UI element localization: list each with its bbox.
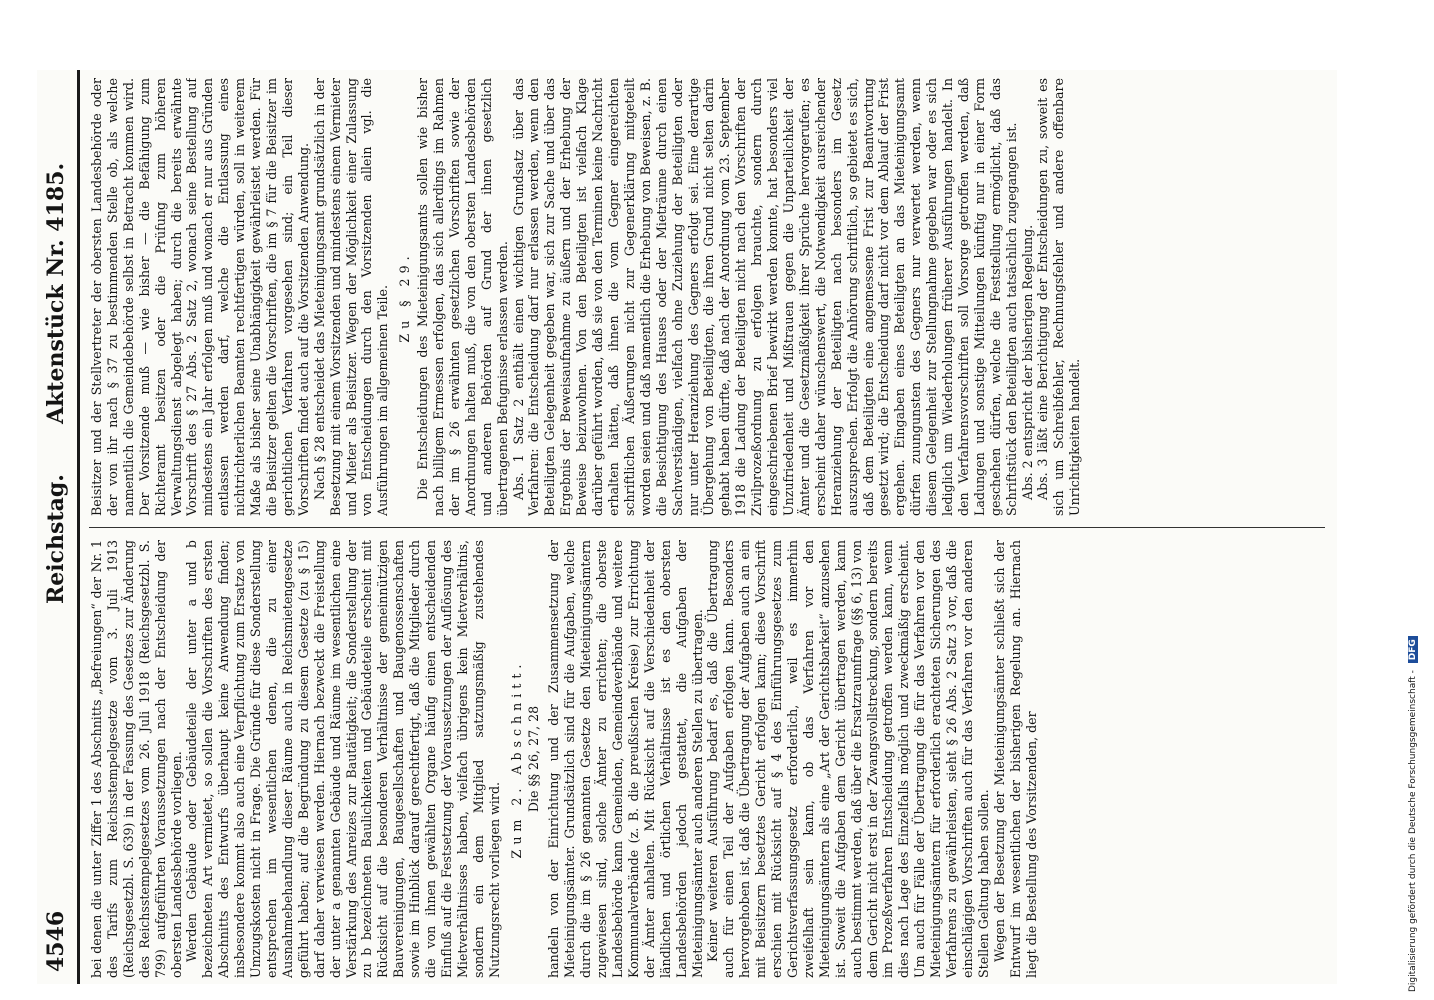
scanned-document-page	[37, 70, 1337, 984]
dfg-logo: DFG	[1408, 636, 1418, 663]
paragraph: Abs. 3 läßt eine Berichtigung der Entscheidungen zu, soweit es sich um Schreibfehler, Rechnungsfehler und andere offenbare Unrichtigkeiten handelt.	[1035, 78, 1083, 516]
journal-name: Reichstag.	[43, 474, 69, 604]
paragraph: Wegen der Besetzung der Mieteinigungsämter schließt sich der Entwurf im wesentlichen der bisherigen Regelung an. Hiernach liegt die Bestellung des Vorsitzenden, der	[991, 540, 1039, 978]
paragraph: Abs. 1 Satz 2 enthält einen wichtigen Grundsatz über das Verfahren: die Entscheidung darf nur erlassen werden, wenn den Beteiligten Gelegenheit gegeben war, sich zur Sache und über das Ergebnis der Beweisaufnahme zu äußern und der Erhebung der Beweise beizuwohnen. Von den Beteiligten ist vielfach Klage darüber geführt worden, daß sie von den Terminen keine Nachricht erhalten hätten, daß ihnen die vom Gegner eingereichten schriftlichen Äußerungen nicht zur Gegenerklärung mitgeteilt worden seien und daß namentlich die Erhebung von Beweisen, z. B. die Besichtigung des Hauses oder der Mieträume durch einen Sachverständigen, vielfach ohne Zuziehung der Beteiligten oder nur unter Heranziehung des Gegners erfolgt sei. Eine derartige Übergehung von Beteiligten, die ihren Grund nicht selten darin gehabt haben dürfte, daß nach der Anordnung vom 23. September 1918 die Ladung der Beteiligten nicht nach den Vorschriften der Zivilprozeßordnung zu erfolgen brauchte, sondern durch eingeschriebenen Brief bewirkt werden konnte, hat besonders viel Unzufriedenheit und Mißtrauen gegen die Unparteilichkeit der Ämter und die Gesetzmäßigkeit ihrer Sprüche hervorgerufen; es erscheint daher wünschenswert, die Notwendigkeit ausreichender Heranziehung der Beteiligten nach besonders im Gesetz auszusprechen. Erfolgt die Anhörung schriftlich, so gebietet es sich, daß dem Beteiligten eine angemessene Frist zur Beantwortung gesetzt wird; die Entscheidung darf nicht vor dem Ablauf der Frist ergehen. Eingaben eines Beteiligten an das Mieteinigungsamt dürfen zuungunsten des Gegners nur verwertet werden, wenn diesem Gelegenheit zur Stellungnahme gegeben war oder es sich lediglich um Wiederholungen früherer Ausführungen handelt. In den Verfahrensvorschriften soll Vorsorge getroffen werden, daß Ladungen und sonstige Mitteilungen künftig nur in einer Form geschehen dürfen, welche die Feststellung ermöglicht, daß das Schriftstück den Beteiligten auch tatsächlich zugegangen ist.	[510, 78, 1019, 516]
digitization-credit	[1408, 12, 1418, 992]
paragraph: Die Entscheidungen des Mieteinigungsamts sollen wie bisher nach billigem Ermessen erfolgen, das sich allerdings im Rahmen der im § 26 erwähnten gesetzlichen Vorschriften sowie der Anordnungen halten muß, die von den obersten Landesbehörden und anderen Behörden auf Grund der ihnen gesetzlich übertragenen Befugnisse erlassen werden.	[415, 78, 510, 516]
header-rule	[77, 70, 80, 984]
document-number: Aktenstück Nr. 4185.	[43, 162, 69, 424]
paragraph: handeln von der Einrichtung und der Zusammensetzung der Mieteinigungsämter. Grundsätzlich sind für die Aufgaben, welche durch die im § 26 genannten Gesetze den Mieteinigungsämtern zugewiesen sind, solche Ämter zu errichten; die oberste Landesbehörde kann Gemeinden, Gemeindeverbände und weitere Kommunalverbände (z. B. die preußischen Kreise) zur Errichtung der Ämter anhalten. Mit Rücksicht auf die Verschiedenheit der ländlichen und örtlichen Verhältnisse ist es den obersten Landesbehörden jedoch gestattet, die Aufgaben der Mieteinigungsämter auch anderen Stellen zu übertragen.	[546, 540, 705, 978]
paragraph: Werden Gebäude oder Gebäudeteile der unter a und b bezeichneten Art vermietet, so sollen die Vorschriften des ersten Abschnitts des Entwurfs überhaupt keine Anwendung finden; insbesondere kommt also auch eine Verpflichtung zum Ersatze von Umzugskosten nicht in Frage. Die Gründe für diese Sonderstellung entsprechen im wesentlichen denen, die zu einer Ausnahmebehandlung dieser Räume auch in Reichsmietengesetze geführt haben; auf die Begründung zu diesem Gesetze (zu § 15) darf daher verwiesen werden. Hiernach bezweckt die Freistellung der unter a genannten Gebäude und Räume im wesentlichen eine Verstärkung des Anreizes zur Bautätigkeit; die Sonderstellung der zu b bezeichneten Baulichkeiten und Gebäudeteile erscheint mit Rücksicht auf die besonderen Verhältnisse der gemeinnützigen Bauvereinigungen, Baugesellschaften und Baugenossenschaften sowie im Hinblick darauf gerechtfertigt, daß die Mitglieder durch die von ihnen gewählten Organe häufig einen entscheidenden Einfluß auf die Festsetzung der Voraussetzungen der Auflösung des Mietverhältnisses haben, vielfach übrigens kein Mietverhältnis, sondern ein dem Mitglied satzungsmäßig zustehendes Nutzungsrecht vorliegen wird.	[184, 540, 502, 978]
paragraph: bei denen die unter Ziffer 1 des Abschnitts „Befreiungen“ der Nr. 1 des Tarifs zum Reichsstempelgesetze vom 3. Juli 1913 (Reichsgesetzbl. S. 639) in der Fassung des Gesetzes zur Änderung des Reichsstempelgesetzes vom 26. Juli 1918 (Reichsgesetzbl. S. 799) aufgeführten Voraussetzungen nach der Entscheidung der obersten Landesbehörde vorliegen.	[89, 540, 184, 978]
page-number: 4546	[43, 910, 69, 972]
section-heading: Zu § 29.	[397, 251, 413, 343]
paragraph: Keiner weiteren Ausführung bedarf es, daß die Übertragung auch für einen Teil der Aufgaben erfolgen kann. Besonders hervorgehoben ist, daß die Übertragung der Aufgaben auch an ein mit Beisitzern besetztes Gericht erfolgen kann; diese Vorschrift erschien mit Rücksicht auf § 4 des Einführungsgesetzes zum Gerichtsverfassungsgesetz erforderlich, weil es immerhin zweifelhaft sein kann, ob das Verfahren vor den Mieteinigungsämtern als eine „Art der Gerichtsbarkeit“ anzusehen ist. Soweit die Aufgaben dem Gericht übertragen werden, kann auch bestimmt werden, daß über die Ersatzraumfrage (§§ 6, 13) von dem Gericht nicht erst in der Zwangsvollstreckung, sondern bereits im Prozeßverfahren Entscheidung getroffen werden kann, wenn dies nach Lage des Einzelfalls möglich und zweckmäßig erscheint. Um auch für Fälle der Übertragung die für das Verfahren vor den Mieteinigungsämtern für erforderlich erachteten Sicherungen des Verfahrens zu gewährleisten, sieht § 26 Abs. 2 Satz 3 vor, daß die einschlägigen Vorschriften auch für das Verfahren vor den anderen Stellen Geltung haben sollen.	[705, 540, 991, 978]
paragraph: Nach § 28 entscheidet das Mieteinigungsamt grundsätzlich in der Besetzung mit einem Vorsitzenden und mindestens einem Vermieter und Mieter als Beisitzer. Wegen der Möglichkeit einer Zulassung von Entscheidungen durch den Vorsitzenden allein vgl. die Ausführungen im allgemeinen Teile.	[311, 78, 391, 516]
right-column	[89, 78, 1329, 516]
running-head	[37, 70, 77, 984]
section-subheading: Die §§ 26, 27, 28	[526, 705, 542, 813]
paragraph: Beisitzer und der Stellvertreter der obersten Landesbehörde oder der von ihr nach § 37 zu bestimmenden Stelle ob, als welche namentlich die Gemeindebehörde selbst in Betracht kommen wird. Der Vorsitzende muß — wie bisher — die Befähigung zum Richteramt besitzen oder die Prüfung zum höheren Verwaltungsdienst abgelegt haben; durch die bereits erwähnte Vorschrift des § 27 Abs. 2 Satz 2, wonach seine Bestellung auf mindestens ein Jahr erfolgen muß und wonach er nur aus Gründen entlassen werden darf, welche die Entlassung eines nichtrichterlichen Beamten rechtfertigen würden, soll in weiterem Maße als bisher seine Unabhängigkeit gewährleistet werden. Für die Beisitzer gelten die Vorschriften, die im § 7 für die Beisitzer im gerichtlichen Verfahren vorgesehen sind; ein Teil dieser Vorschriften findet auch auf die Vorsitzenden Anwendung.	[89, 78, 311, 516]
paragraph: Abs. 2 entspricht der bisherigen Regelung.	[1019, 224, 1035, 500]
credit-text: Digitalisierung gefördert durch die Deutsche Forschungsgemeinschaft -	[1408, 670, 1418, 992]
left-column	[89, 540, 1329, 978]
section-heading: Zum 2. Abschnitt.	[508, 659, 524, 859]
column-divider	[89, 527, 1325, 528]
